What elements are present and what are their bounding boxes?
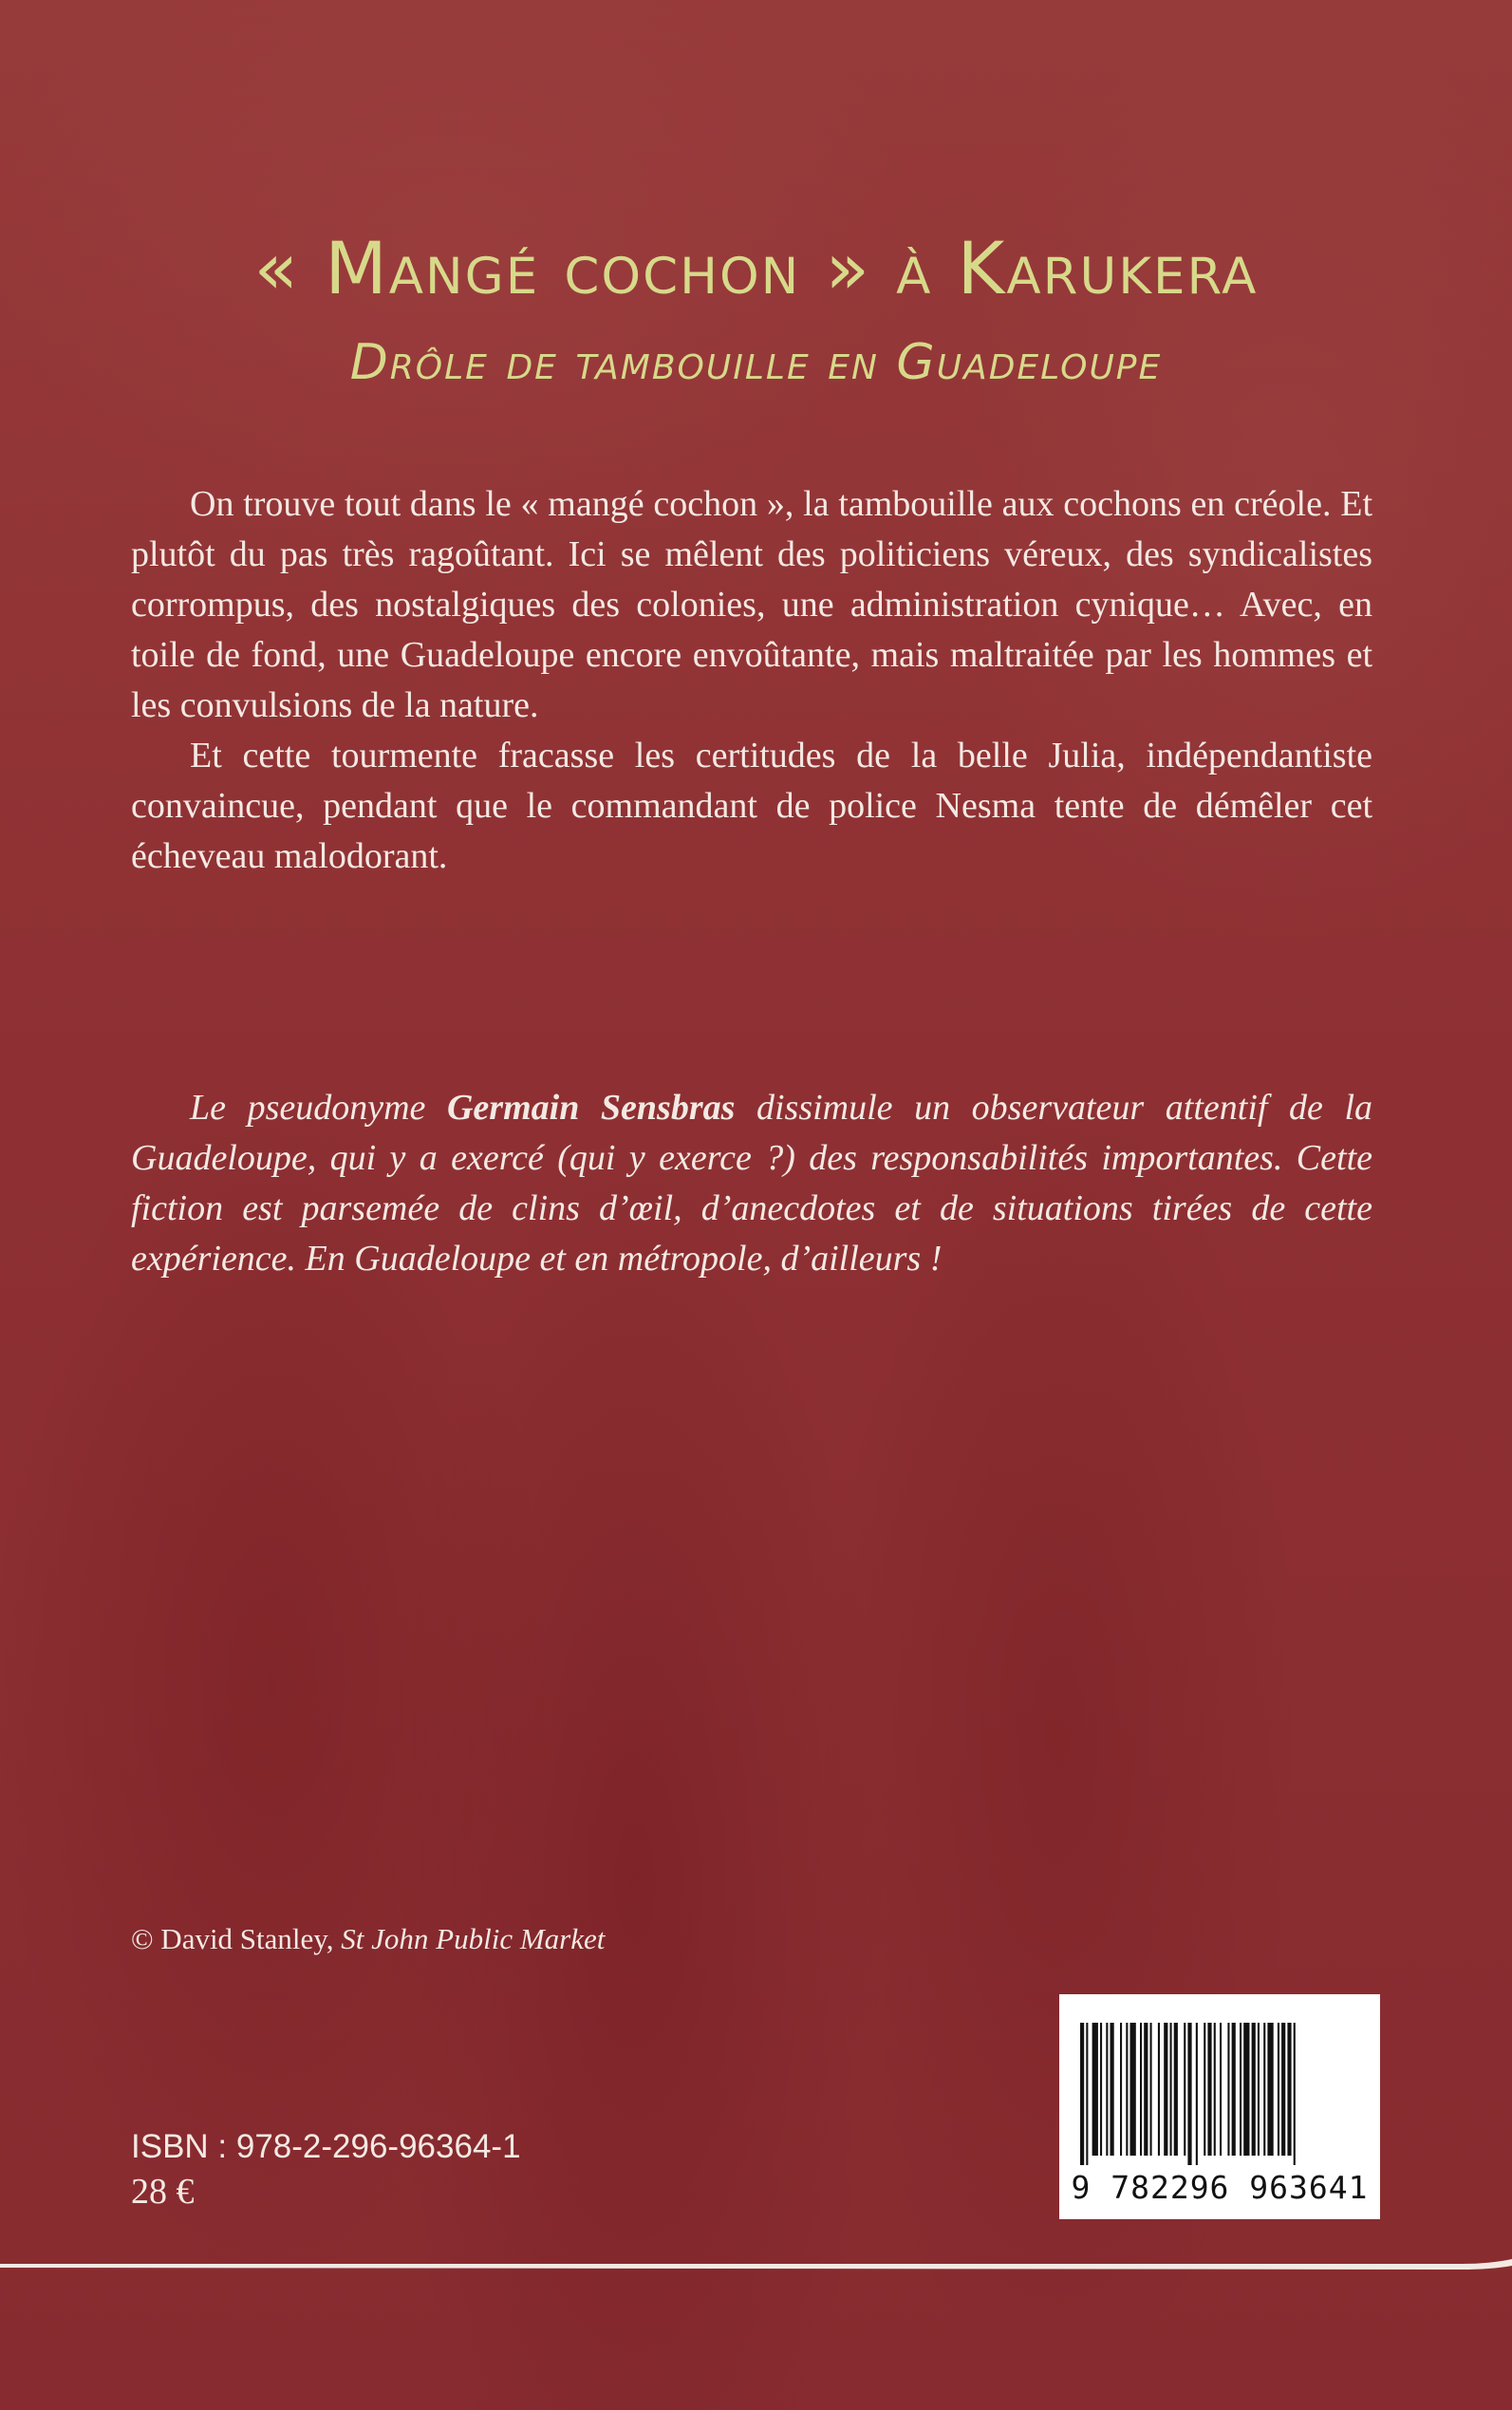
book-subtitle: Drôle de tambouille en Guadeloupe — [349, 334, 1163, 391]
barcode-digits: 9 782296 963641 — [1071, 2169, 1369, 2206]
barcode-bar — [1214, 2023, 1216, 2156]
barcode-bar — [1258, 2023, 1260, 2156]
barcode-bar — [1144, 2023, 1148, 2156]
barcode-bar — [1130, 2023, 1136, 2156]
barcode-bar — [1126, 2023, 1128, 2156]
barcode-bar — [1080, 2023, 1084, 2165]
barcode-bar — [1164, 2023, 1167, 2156]
barcode-bar — [1252, 2023, 1256, 2156]
photo-credit-work: St John Public Market — [341, 1922, 606, 1955]
barcode-bars — [1080, 2023, 1359, 2165]
barcode-bar — [1196, 2023, 1198, 2165]
barcode-bar — [1287, 2023, 1291, 2156]
back-cover-blurb — [131, 479, 1372, 882]
barcode-bar — [1086, 2023, 1088, 2165]
barcode-bar — [1240, 2023, 1241, 2156]
barcode-bar — [1111, 2023, 1114, 2156]
bottom-decorative-rule — [0, 2259, 1512, 2270]
price: 28 € — [131, 2172, 195, 2212]
barcode-bar — [1294, 2023, 1296, 2165]
barcode-bar — [1204, 2023, 1205, 2156]
barcode-bar — [1278, 2023, 1279, 2156]
barcode-bar — [1140, 2023, 1142, 2156]
author-note-intro: Le pseudonyme — [190, 1088, 447, 1128]
barcode-bar — [1150, 2023, 1152, 2156]
photo-credit-author: © David Stanley, — [131, 1922, 342, 1955]
barcode-bar — [1220, 2023, 1222, 2156]
barcode-bar — [1106, 2023, 1108, 2156]
photo-credit — [131, 1922, 605, 1956]
barcode-bar — [1100, 2023, 1102, 2156]
author-name: Germain Sensbras — [446, 1088, 736, 1128]
book-title: « Mangé cochon » à Karukera — [253, 226, 1259, 310]
barcode-bar — [1092, 2023, 1098, 2156]
isbn-number: ISBN : 978-2-296-96364-1 — [131, 2128, 521, 2165]
barcode-bar — [1232, 2023, 1236, 2156]
barcode-bar — [1267, 2023, 1273, 2156]
author-note-paragraph — [131, 1083, 1372, 1284]
barcode-bar — [1243, 2023, 1249, 2156]
barcode-bar — [1158, 2023, 1160, 2156]
barcode-bar — [1263, 2023, 1265, 2156]
blurb-paragraph-2: Et cette tourmente fracasse les certitudes de la belle Julia, indépendantiste convaincue, pendant que le commandant de police Nesma tente de démêler cet écheveau malodorant. — [131, 736, 1372, 876]
barcode — [1059, 1994, 1380, 2219]
author-note — [131, 1083, 1372, 1284]
barcode-bar — [1227, 2023, 1229, 2156]
barcode-bar — [1170, 2023, 1172, 2156]
barcode-bar — [1187, 2023, 1191, 2165]
blurb-paragraph-1: On trouve tout dans le « mangé cochon », la tambouille aux cochons en créole. Et plutôt du pas très ragoûtant. Ici se mêlent des politiciens véreux, des syndicalistes corrompus, des nostalgiques des colonies, une administration cynique… Avec, en toile de fond, une Guadeloupe encore envoûtante, mais maltraitée par les hommes et les convulsions de la nature. — [131, 484, 1372, 725]
barcode-bar — [1184, 2023, 1185, 2156]
barcode-bar — [1281, 2023, 1285, 2156]
barcode-bar — [1120, 2023, 1122, 2156]
author-note-body: dissimule un observateur attentif de la Guadeloupe, qui y a exercé (qui y exerce ?) des responsabilités importantes. Cette fiction est parsemée de clins d’œil, d’anecdotes et de situations tirées de cette expérience. En Guadeloupe et en métropole, d’ailleurs ! — [131, 1088, 1372, 1279]
barcode-bar — [1174, 2023, 1178, 2156]
barcode-bar — [1207, 2023, 1211, 2156]
